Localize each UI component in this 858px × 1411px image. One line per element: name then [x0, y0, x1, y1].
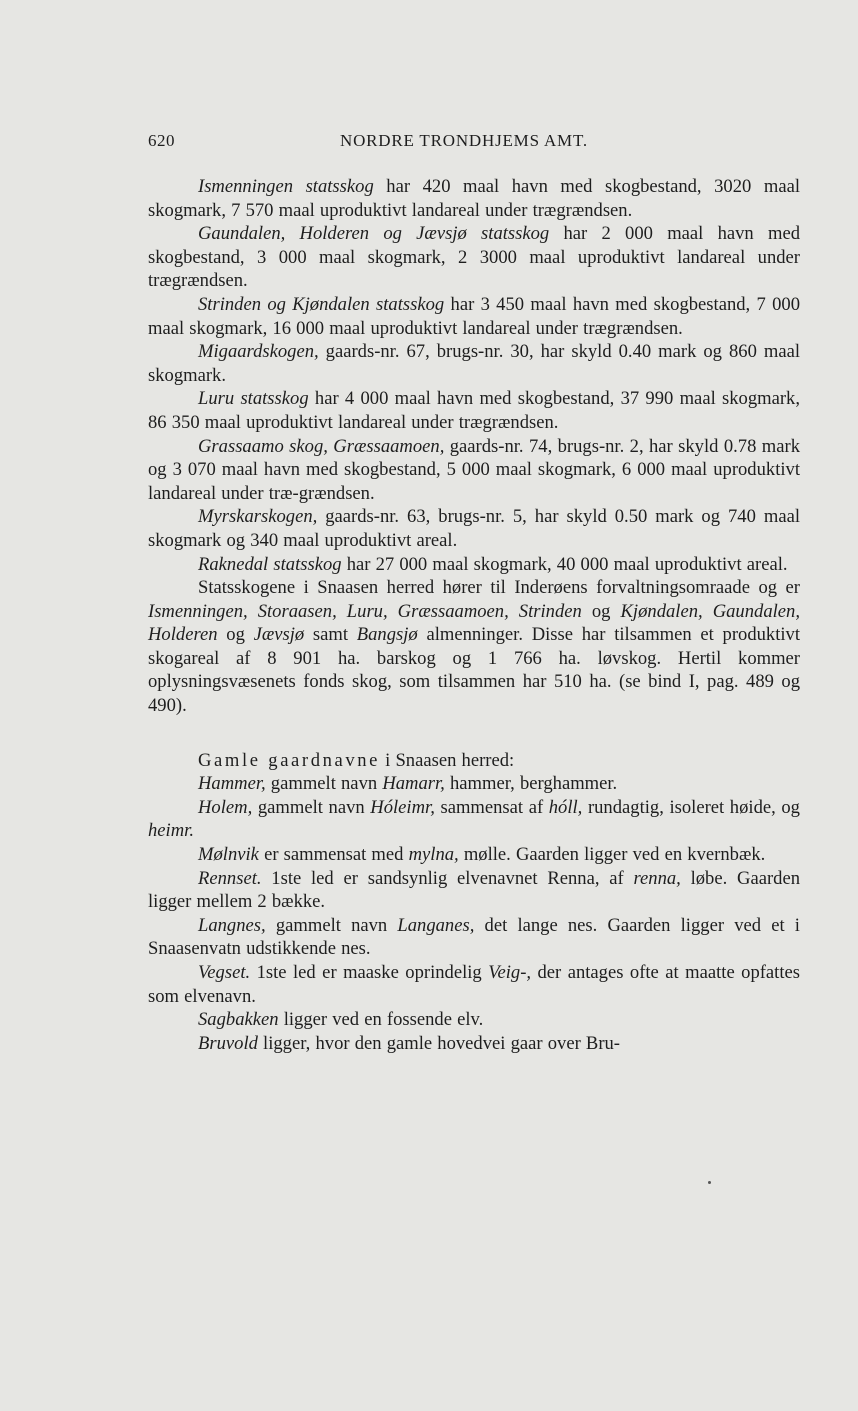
section-heading: Gamle gaardnavne i Snaasen herred: [198, 749, 515, 771]
place-name: Rennset. [198, 867, 262, 889]
place-name-entry: Bruvold ligger, hvor den gamle hovedvei gaar over Bru- [198, 1032, 620, 1054]
page-number: 620 [148, 131, 175, 150]
paragraph-forest: Myrskarskogen, gaards-nr. 63, brugs-nr. 5, har skyld 0.50 mark og 740 maal skogmark og 340 maal uproduktivt areal. [148, 506, 800, 551]
forest-name: Grassaamo skog, Græssaamoen, [198, 435, 445, 457]
place-name-entry: Hammer, gammelt navn Hamarr, hammer, berghammer. [198, 773, 618, 795]
paragraph-forest: Raknedal statsskog har 27 000 maal skogmark, 40 000 maal uproduktivt areal. [198, 553, 788, 575]
place-name: Vegset. [198, 962, 251, 983]
place-name-entry: Rennset. 1ste led er sandsynlig elvenavnet Renna, af renna, løbe. Gaarden ligger mellem 2 bække. [148, 867, 800, 913]
forest-name: Raknedal statsskog [198, 553, 342, 575]
place-name: Hammer, [198, 773, 266, 795]
place-name: Sagbakken [198, 1009, 279, 1031]
place-name-entry: Vegset. 1ste led er maaske oprindelig Veig-, der antages ofte at maatte opfattes som elvenavn. [148, 962, 801, 1007]
paragraph-forest: Ismenningen statsskog har 420 maal havn med skogbestand, 3020 maal skogmark, 7 570 maal uproduktivt landareal under trægrændsen. [148, 176, 800, 221]
forest-name: Myrskarskogen, [198, 506, 318, 528]
running-title: NORDRE TRONDHJEMS AMT. [340, 131, 588, 150]
paragraph-forest: Luru statsskog har 4 000 maal havn med skogbestand, 37 990 maal skogmark, 86 350 maal uproduktivt landareal under trægrændsen. [148, 388, 800, 433]
place-name-entry: Sagbakken ligger ved en fossende elv. [198, 1009, 484, 1031]
place-name: Mølnvik [198, 844, 259, 866]
paragraph-forest: Grassaamo skog, Græssaamoen, gaards-nr. 74, brugs-nr. 2, har skyld 0.78 mark og 3 070 maal havn med skogbestand, 5 000 maal skogmark, 6 000 maal uproduktivt landareal under træ-grændsen. [148, 435, 800, 504]
place-name-entry: Langnes, gammelt navn Langanes, det lange nes. Gaarden ligger ved et i Snaasenvatn udstikkende nes. [148, 914, 800, 960]
paragraph-forest: Migaardskogen, gaards-nr. 67, brugs-nr. 30, har skyld 0.40 mark og 860 maal skogmark. [148, 341, 800, 386]
forest-name: Migaardskogen, [198, 341, 319, 363]
forest-name: Luru statsskog [198, 388, 309, 410]
page-header [148, 131, 800, 155]
place-name: Langnes, [198, 914, 266, 936]
forest-name: Ismenningen statsskog [198, 176, 374, 197]
forest-name: Gaundalen, Holderen og Jævsjø statsskog [198, 223, 550, 245]
section-gap [148, 718, 800, 749]
paragraph-forest: Strinden og Kjøndalen statsskog har 3 450 maal havn med skogbestand, 7 000 maal skogmark, 16 000 maal uproduktivt landareal under trægrændsen. [148, 293, 800, 339]
place-name-entry: Holem, gammelt navn Hóleimr, sammensat af hóll, rundagtig, isoleret høide, og heimr. [148, 796, 800, 842]
place-name: Holem, [198, 796, 253, 818]
paragraph-statsskog-summary: Statsskogene i Snaasen herred hører til Inderøens forvaltningsomraade og er Ismenningen, Storaasen, Luru, Græssaamoen, Strinden og Kjøndalen, Gaundalen, Holderen og Jævsjø samt Bangsjø almenninger. Disse har tilsammen et produktivt skogareal af 8 901 ha. barskog og 1 766 ha. løvskog. Hertil kommer oplysningsvæsenets fonds skog, som tilsammen har 510 ha. (se bind I, pag. 489 og 490). [148, 577, 801, 717]
place-name-entry: Mølnvik er sammensat med mylna, mølle. Gaarden ligger ved en kvernbæk. [198, 844, 766, 866]
forest-name: Strinden og Kjøndalen statsskog [198, 293, 445, 315]
print-speck [708, 1181, 711, 1184]
body-text [148, 175, 800, 1055]
paragraph-forest: Gaundalen, Holderen og Jævsjø statsskog har 2 000 maal havn med skogbestand, 3 000 maal skogmark, 2 3000 maal uproduktivt landareal under trægrændsen. [148, 223, 800, 292]
place-name: Bruvold [198, 1032, 258, 1054]
